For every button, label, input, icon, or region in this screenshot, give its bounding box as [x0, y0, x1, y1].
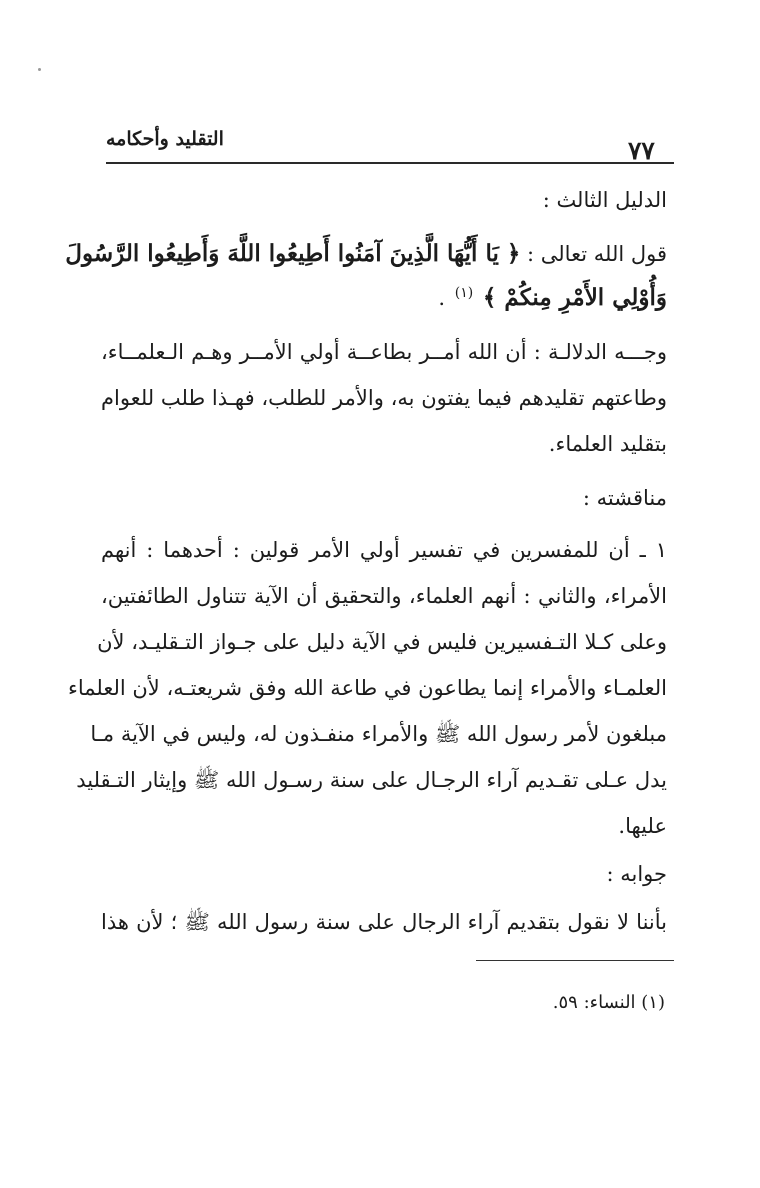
paragraph-line: مبلغون لأمر رسول الله ﷺ والأمراء منفـذون له، وليس في الآية مـا: [90, 722, 667, 746]
header-rule: [106, 162, 674, 164]
paragraph-line: وطاعتهم تقليدهم فيما يفتون به، والأمر للطلب، فهـذا طلب للعوام: [101, 386, 667, 410]
verse-intro: قول الله تعالى :: [527, 242, 667, 266]
paragraph-line: وعلى كـلا التـفسيرين فليس في الآية دليل على جـواز التـقليـد، لأن: [97, 630, 667, 654]
verse-text-1: ﴿ يَا أَيُّهَا الَّذِينَ آمَنُوا أَطِيعُوا اللَّهَ وَأَطِيعُوا الرَّسُولَ: [65, 240, 521, 267]
footnote-rule: [476, 960, 674, 961]
paragraph-line: بتقليد العلماء.: [548, 432, 667, 456]
paragraph-line: يدل عـلى تقـديم آراء الرجـال على سنة رسـول الله ﷺ وإيثار التـقليد: [76, 768, 667, 792]
verse-text-2: وَأُوْلِي الأَمْرِ مِنكُمْ ﴾: [482, 284, 667, 311]
verse-end: .: [438, 286, 446, 310]
running-title: التقليد وأحكامه: [106, 128, 224, 150]
paragraph-line: بأننا لا نقول بتقديم آراء الرجال على سنة رسول الله ﷺ ؛ لأن هذا: [101, 910, 667, 934]
paragraph-line: ١ ـ أن للمفسرين في تفسير أولي الأمر قولين : أحدهما : أنهم: [101, 538, 667, 562]
discussion-heading: مناقشته :: [582, 486, 667, 510]
paragraph-line: العلمـاء والأمراء إنما يطاعون في طاعة الله وفق شريعتـه، لأن العلماء: [67, 676, 667, 700]
footnote-ref: (١): [454, 285, 474, 301]
footnote: (١) النساء: ٥٩.: [552, 992, 665, 1013]
answer-heading: جوابه :: [606, 862, 667, 886]
verse-line-1: [65, 240, 667, 267]
speck-mark: [38, 68, 41, 71]
paragraph-line: الأمراء، والثاني : أنهم العلماء، والتحقيق أن الآية تتناول الطائفتين،: [101, 584, 667, 608]
heading-third-evidence: الدليل الثالث :: [542, 188, 667, 212]
paragraph-line: عليها.: [618, 814, 667, 838]
verse-line-2: [438, 286, 667, 309]
paragraph-line: وجـــه الدلالـة : أن الله أمــر بطاعــة أولي الأمــر وهـم الـعلمــاء،: [101, 340, 667, 364]
page-number: ٧٧: [628, 136, 655, 165]
